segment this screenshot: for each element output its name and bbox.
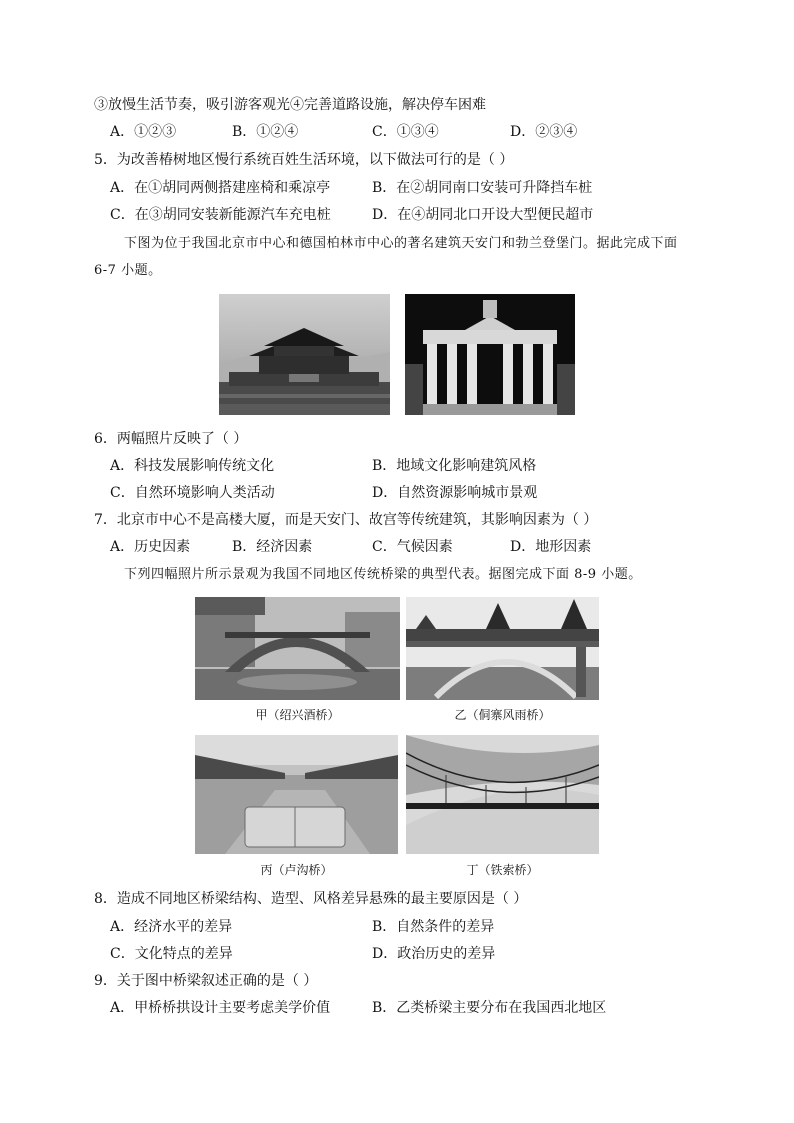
intro-6-7-line2: 6-7 小题。 xyxy=(94,263,162,278)
intro-6-7-line1: 下图为位于我国北京市中心和德国柏林市中心的著名建筑天安门和勃兰登堡门。据此完成下面 xyxy=(124,236,678,251)
q4-option-b: B．①②④ xyxy=(232,124,299,140)
caption-ding: 丁（铁索桥） xyxy=(466,863,539,877)
q5-option-d: D．在④胡同北口开设大型便民超市 xyxy=(372,207,594,223)
q7-option-b: B．经济因素 xyxy=(232,539,313,555)
q8-stem: 8．造成不同地区桥梁结构、造型、风格差异悬殊的最主要原因是（ ） xyxy=(94,891,528,907)
q5-option-a: A．在①胡同两侧搭建座椅和乘凉亭 xyxy=(110,180,331,196)
q5-stem: 5．为改善椿树地区慢行系统百姓生活环境，以下做法可行的是（ ） xyxy=(94,152,514,168)
q7-option-c: C．气候因素 xyxy=(372,539,453,555)
intro-8-9-line: 下列四幅照片所示景观为我国不同地区传统桥梁的典型代表。据图完成下面 8-9 小题。 xyxy=(124,567,642,582)
q6-option-d: D．自然资源影响城市景观 xyxy=(372,485,538,501)
q4-tail-text: ③放慢生活节奏，吸引游客观光④完善道路设施，解决停车困难 xyxy=(94,97,486,113)
shaoxing-bridge-photo xyxy=(195,597,400,700)
caption-bing: 丙（卢沟桥） xyxy=(260,863,333,877)
iron-chain-bridge-photo xyxy=(406,735,599,854)
q6-stem: 6．两幅照片反映了（ ） xyxy=(94,431,248,447)
caption-yi: 乙（侗寨风雨桥） xyxy=(454,708,551,722)
q4-option-d: D．②③④ xyxy=(510,124,578,140)
q4-option-c: C．①③④ xyxy=(372,124,439,140)
q9-option-a: A．甲桥桥拱设计主要考虑美学价值 xyxy=(110,1000,331,1016)
lugou-bridge-photo xyxy=(195,735,398,854)
q4-option-a: A．①②③ xyxy=(110,124,177,140)
q5-option-b: B．在②胡同南口安装可升降挡车桩 xyxy=(372,180,593,196)
caption-jia: 甲（绍兴酒桥） xyxy=(255,708,340,722)
q9-stem: 9．关于图中桥梁叙述正确的是（ ） xyxy=(94,973,318,989)
q7-option-d: D．地形因素 xyxy=(510,539,592,555)
q6-option-c: C．自然环境影响人类活动 xyxy=(110,485,275,501)
tiananmen-photo xyxy=(219,294,390,415)
q6-option-b: B．地域文化影响建筑风格 xyxy=(372,458,537,474)
q7-stem: 7．北京市中心不是高楼大厦，而是天安门、故宫等传统建筑，其影响因素为（ ） xyxy=(94,512,598,528)
q8-option-b: B．自然条件的差异 xyxy=(372,919,495,935)
wind-rain-bridge-photo xyxy=(406,597,599,700)
q6-option-a: A．科技发展影响传统文化 xyxy=(110,458,275,474)
q8-option-d: D．政治历史的差异 xyxy=(372,946,496,962)
q9-option-b: B．乙类桥梁主要分布在我国西北地区 xyxy=(372,1000,607,1016)
q8-option-a: A．经济水平的差异 xyxy=(110,919,233,935)
q5-option-c: C．在③胡同安装新能源汽车充电桩 xyxy=(110,207,331,223)
q8-option-c: C．文化特点的差异 xyxy=(110,946,233,962)
q7-option-a: A．历史因素 xyxy=(110,539,191,555)
brandenburg-gate-photo xyxy=(405,294,575,415)
